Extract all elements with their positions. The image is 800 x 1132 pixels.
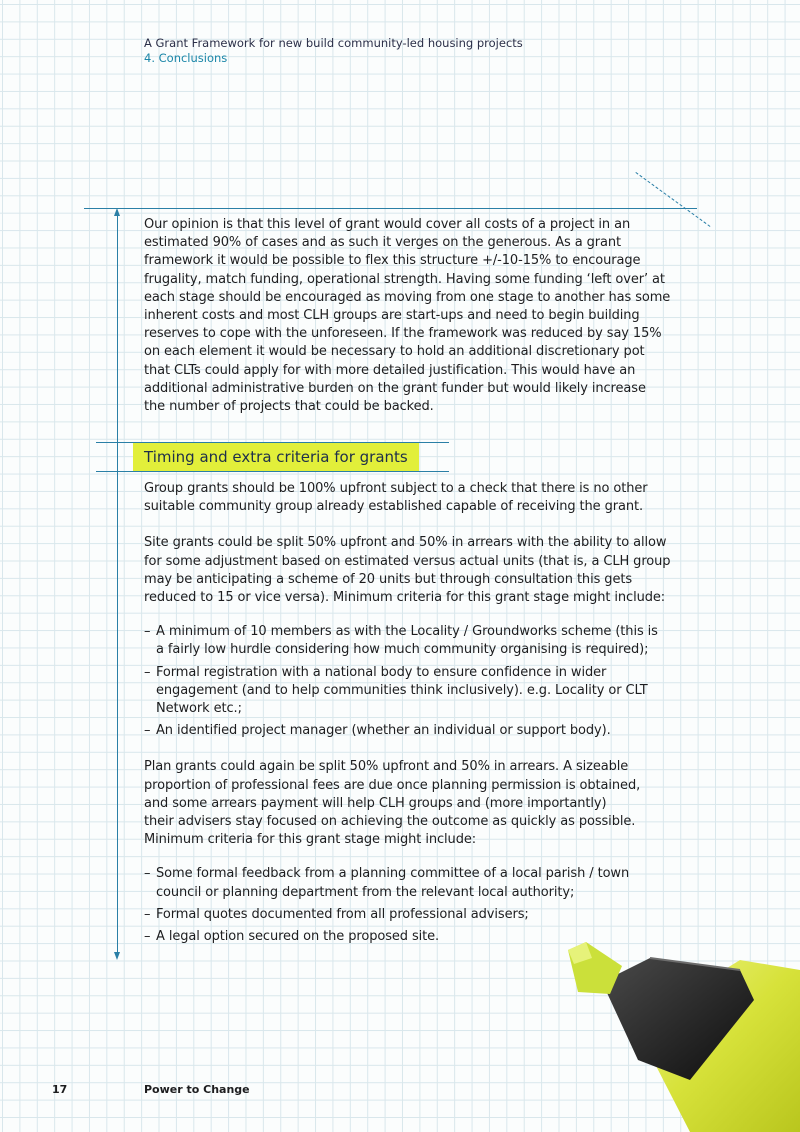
top-rule bbox=[84, 208, 697, 209]
site-grants-paragraph: Site grants could be split 50% upfront and 50% in arrears with the ability to allow for some adjustment based on estimated versus actual units (that is, a CLH group may be anticipating a scheme of 20 units but through consultation this gets reduced to 15 or vice versa). Minimum criteria for this grant stage might include: bbox=[144, 535, 671, 606]
intro-paragraph: Our opinion is that this level of grant would cover all costs of a project in an estimated 90% of cases and as such it verges on the generous. As a grant framework it would be possible to flex this structure +/-10-15% to encourage frugality, match funding, operational strength. Having some funding ‘left over’ at each stage should be encouraged as moving from one stage to another has some inherent costs and most CLH groups are start-ups and need to begin building reserves to cope with the unforeseen. If the framework was reduced by say 15% on each element it would be necessary to hold an additional discretionary pot that CLTs could apply for with more detailed justification. This would have an additional administrative burden on the grant funder but would likely increase the number of projects that could be backed. bbox=[144, 217, 671, 415]
document-title: A Grant Framework for new build community-led housing projects bbox=[144, 36, 523, 50]
bullet-dash: – bbox=[144, 723, 151, 739]
list-item-text: A legal option secured on the proposed site. bbox=[156, 929, 440, 945]
list-item-text: An identified project manager (whether an individual or support body). bbox=[156, 723, 611, 739]
group-grants-paragraph: Group grants should be 100% upfront subject to a check that there is no other suitable community group already established capable of receiving the grant. bbox=[144, 481, 648, 515]
arrow-up-icon bbox=[114, 208, 120, 216]
bullet-dash: – bbox=[144, 906, 151, 922]
plan-grants-paragraph: Plan grants could again be split 50% upfront and 50% in arrears. A sizeable proportion of professional fees are due once planning permission is obtained, and some arrears payment will help CLH groups and (more importantly) their advisers stay focused on achieving the outcome as quickly as possible. Minimum criteria for this grant stage might include: bbox=[144, 759, 641, 848]
section-label: 4. Conclusions bbox=[144, 51, 228, 65]
list-item bbox=[144, 664, 679, 719]
list-item bbox=[144, 906, 679, 924]
list-item bbox=[144, 865, 679, 901]
running-header bbox=[144, 36, 523, 66]
list-item-text: A minimum of 10 members as with the Locality / Groundworks scheme (this is a fairly low hurdle considering how much community organising is required); bbox=[156, 624, 658, 658]
list-item bbox=[144, 722, 679, 740]
bullet-dash: – bbox=[144, 664, 151, 680]
arrow-down-icon bbox=[114, 952, 120, 960]
bullet-dash: – bbox=[144, 929, 151, 945]
section-heading: Timing and extra criteria for grants bbox=[133, 443, 419, 471]
list-item-text: Some formal feedback from a planning committee of a local parish / town council or planning department from the relevant local authority; bbox=[156, 866, 630, 900]
page-number: 17 bbox=[52, 1083, 68, 1096]
list-item bbox=[144, 623, 679, 659]
margin-vertical-line bbox=[117, 212, 118, 952]
bullet-dash: – bbox=[144, 866, 151, 882]
highlighter-pen-illustration bbox=[540, 930, 800, 1132]
list-item-text: Formal registration with a national body to ensure confidence in wider engagement (and to help communities think inclusively). e.g. Locality or CLT Network etc.; bbox=[156, 664, 648, 717]
intro-block bbox=[144, 216, 679, 416]
heading-rule-bottom bbox=[96, 471, 449, 472]
list-item-text: Formal quotes documented from all professional advisers; bbox=[156, 906, 529, 922]
bullet-dash: – bbox=[144, 624, 151, 640]
criteria-block bbox=[144, 480, 679, 946]
site-criteria-list bbox=[144, 623, 679, 740]
publisher-name: Power to Change bbox=[144, 1083, 250, 1096]
